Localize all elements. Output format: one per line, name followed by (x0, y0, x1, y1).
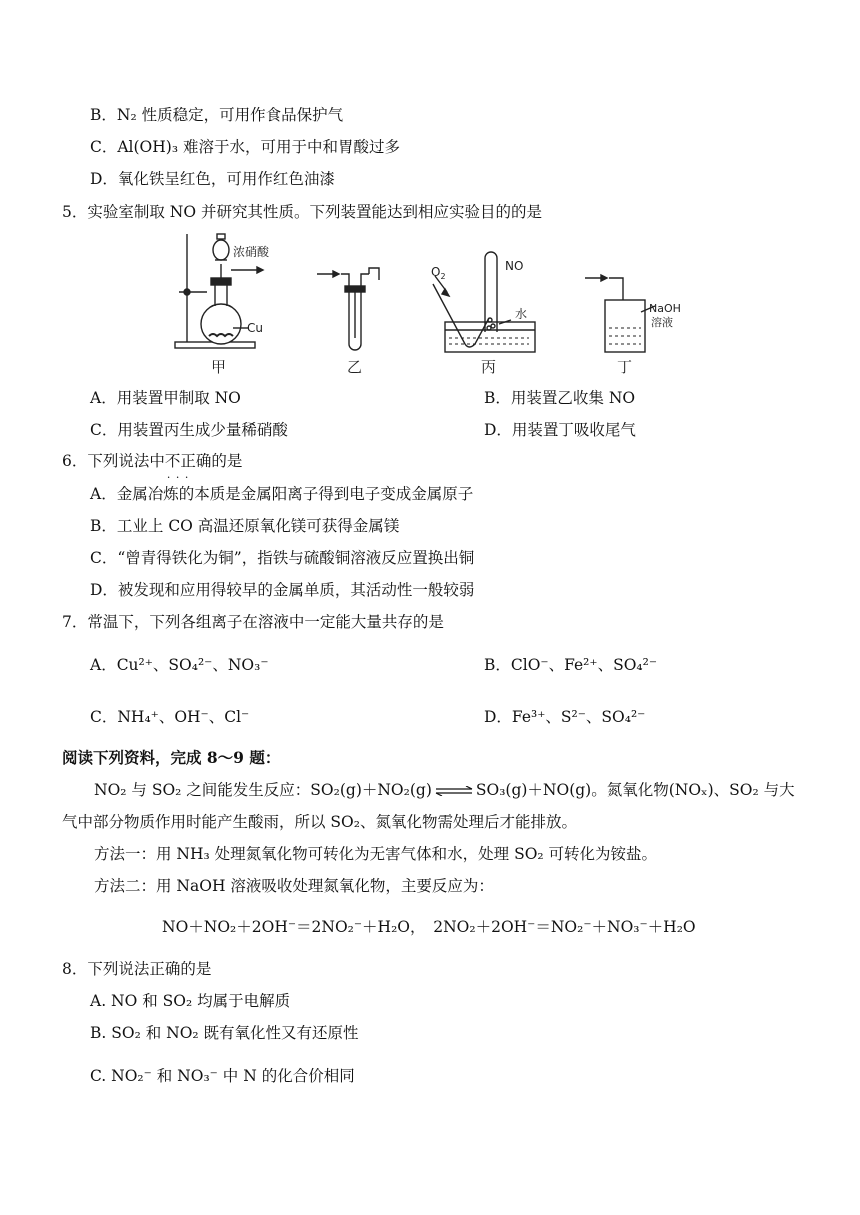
reading-heading: 阅读下列资料，完成 8～9 题： (62, 748, 281, 767)
label-naoh: NaOH (649, 302, 681, 315)
label-cu: Cu (247, 321, 263, 335)
q7-option-b: B．ClO⁻、Fe²⁺、SO₄²⁻ (484, 656, 658, 674)
reading-method-two: 方法二：用 NaOH 溶液吸收处理氮氧化物，主要反应为： (94, 877, 494, 895)
equilibrium-arrow-icon (435, 786, 473, 796)
emphasis-not-correct: 不正确 · · · (165, 450, 212, 472)
q5-option-a: A．用装置甲制取 NO (90, 389, 241, 407)
q4-option-c: C．Al(OH)₃ 难溶于水，可用于中和胃酸过多 (90, 138, 400, 156)
label-solution: 溶液 (651, 316, 673, 329)
q7-option-c: C．NH₄⁺、OH⁻、Cl⁻ (90, 708, 250, 726)
label-o2: $O_2$ (431, 265, 446, 281)
q7-option-d: D．Fe³⁺、S²⁻、SO₄²⁻ (484, 708, 646, 726)
q5-option-c: C．用装置丙生成少量稀硝酸 (90, 421, 288, 439)
q6-option-a: A．金属冶炼的本质是金属阳离子得到电子变成金属原子 (90, 485, 474, 503)
q5-stem: 5．实验室制取 NO 并研究其性质。下列装置能达到相应实验目的的是 (62, 203, 542, 221)
reading-equations: NO＋NO₂＋2OH⁻＝2NO₂⁻＋H₂O， 2NO₂＋2OH⁻＝NO₂⁻＋NO₃⁻＋H₂O (162, 918, 696, 936)
q7-stem: 7．常温下，下列各组离子在溶液中一定能大量共存的是 (62, 613, 444, 631)
q6-option-d: D．被发现和应用得较早的金属单质，其活动性一般较弱 (90, 581, 475, 599)
label-no: NO (505, 259, 524, 273)
reading-p1-line2: 气中部分物质作用时能产生酸雨，所以 SO₂、氮氧化物需处理后才能排放。 (62, 813, 577, 831)
apparatus-label-bing: 丙 (481, 358, 497, 376)
q4-option-b: B．N₂ 性质稳定，可用作食品保护气 (90, 106, 344, 124)
apparatus-label-jia: 甲 (211, 358, 227, 376)
q6-option-c: C．“曾青得铁化为铜”，指铁与硫酸铜溶液反应置换出铜 (90, 549, 475, 567)
q8-option-a: A. NO 和 SO₂ 均属于电解质 (90, 992, 291, 1010)
reading-p1-line1: NO₂ 与 SO₂ 之间能发生反应：SO₂(g)＋NO₂(g) SO₃(g)＋NO(g)。氮氧化物(NOₓ)、SO₂ 与大 (94, 781, 795, 799)
q6-option-b: B．工业上 CO 高温还原氧化镁可获得金属镁 (90, 517, 400, 535)
label-water: 水 (515, 307, 528, 321)
reading-method-one: 方法一：用 NH₃ 处理氮氧化物可转化为无害气体和水，处理 SO₂ 可转化为铵盐。 (94, 845, 658, 863)
q4-option-d: D．氧化铁呈红色，可用作红色油漆 (90, 170, 335, 188)
q8-option-c: C. NO₂⁻ 和 NO₃⁻ 中 N 的化合价相同 (90, 1067, 355, 1085)
apparatus-label-yi: 乙 (347, 358, 363, 376)
q7-option-a: A．Cu²⁺、SO₄²⁻、NO₃⁻ (90, 656, 269, 674)
q5-apparatus-figure (165, 228, 685, 376)
q6-stem: 6．下列说法中不正确 · · ·的是 (62, 450, 242, 472)
q5-option-b: B．用装置乙收集 NO (484, 389, 636, 407)
q8-stem: 8．下列说法正确的是 (62, 960, 212, 978)
q8-option-b: B. SO₂ 和 NO₂ 既有氧化性又有还原性 (90, 1024, 359, 1042)
label-conc-nitric-acid: 浓硝酸 (233, 245, 270, 259)
q5-option-d: D．用装置丁吸收尾气 (484, 421, 636, 439)
apparatus-label-ding: 丁 (617, 358, 633, 376)
